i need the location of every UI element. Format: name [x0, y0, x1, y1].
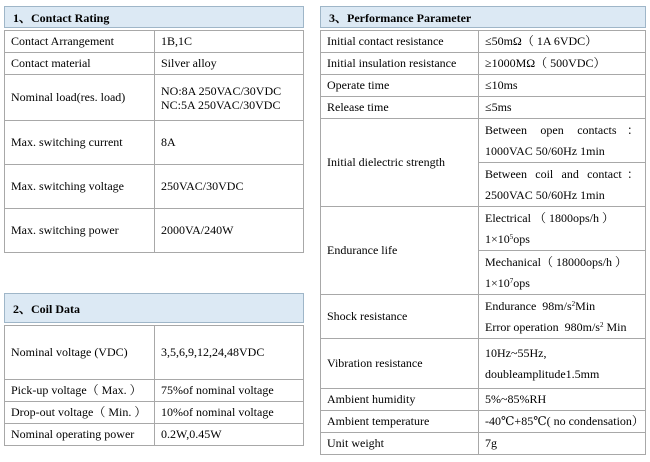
row-label: Initial insulation resistance: [321, 53, 479, 75]
row-value: 2000VA/240W: [155, 209, 304, 253]
row-value: 0.2W,0.45W: [155, 424, 304, 446]
row-label: Drop-out voltage（ Min. ）: [5, 402, 155, 424]
row-value: 8A: [155, 121, 304, 165]
table-row: [321, 119, 646, 163]
dielectric-coil-line1: Between coil and contact：: [485, 167, 639, 181]
row-label: Ambient humidity: [321, 389, 479, 411]
row-label: Initial dielectric strength: [321, 119, 479, 207]
row-value: 7g: [479, 433, 646, 455]
dielectric-open-line1: Between open contacts：: [485, 123, 639, 137]
row-label: Initial contact resistance: [321, 31, 479, 53]
row-label: Shock resistance: [321, 295, 479, 339]
row-value: [479, 119, 646, 163]
endurance-electrical-line1: Electrical （ 1800ops/h ）: [485, 211, 614, 225]
performance-header: [320, 6, 646, 28]
contact-rating-panel: [4, 6, 304, 253]
row-label: Max. switching current: [5, 121, 155, 165]
contact-rating-table: [4, 30, 304, 253]
row-label: Nominal load(res. load): [5, 75, 155, 121]
vibration-line1: 10Hz~55Hz,: [485, 346, 547, 360]
row-label: Release time: [321, 97, 479, 119]
row-label: Endurance life: [321, 207, 479, 295]
row-value: -40℃+85℃( no condensation）: [479, 411, 646, 433]
row-value: 75%of nominal voltage: [155, 380, 304, 402]
table-row: [5, 380, 304, 402]
row-label: Contact material: [5, 53, 155, 75]
table-row: [321, 207, 646, 251]
endurance-mechanical-line1: Mechanical（ 18000ops/h ）: [485, 255, 627, 269]
table-row: [321, 97, 646, 119]
row-label: Ambient temperature: [321, 411, 479, 433]
endurance-electrical-line2: $1\times 10^5ops$: [485, 232, 530, 246]
nominal-load-nc: NC:5A 250VAC/30VDC: [161, 97, 281, 112]
row-value: 3,5,6,9,12,24,48VDC: [155, 326, 304, 380]
vibration-line2: doubleamplitude1.5mm: [485, 367, 600, 381]
row-value: ≤5ms: [479, 97, 646, 119]
row-label: Nominal operating power: [5, 424, 155, 446]
table-row: [321, 411, 646, 433]
table-row: [5, 402, 304, 424]
table-row: [321, 389, 646, 411]
table-row: [5, 121, 304, 165]
contact-rating-title: 1、Contact Rating: [13, 10, 110, 25]
row-value: [479, 251, 646, 295]
table-row: [5, 75, 304, 121]
coil-data-header: [4, 293, 304, 323]
row-value: [479, 339, 646, 389]
row-value: [479, 163, 646, 207]
row-label: Max. switching voltage: [5, 165, 155, 209]
table-row: [321, 339, 646, 389]
performance-panel: [320, 6, 646, 455]
row-value: Silver alloy: [155, 53, 304, 75]
shock-error-line: Error operation $980m/s^2$ Min: [485, 320, 627, 334]
row-value: 250VAC/30VDC: [155, 165, 304, 209]
row-value: 1B,1C: [155, 31, 304, 53]
nominal-load-no: NO:8A 250VAC/30VDC: [161, 83, 282, 98]
row-value: [155, 75, 304, 121]
row-value: ≥1000MΩ（ 500VDC）: [479, 53, 646, 75]
row-value: [479, 295, 646, 339]
table-row: [321, 31, 646, 53]
row-value: [479, 207, 646, 251]
row-value: 5%~85%RH: [479, 389, 646, 411]
row-label: Vibration resistance: [321, 339, 479, 389]
endurance-mechanical-line2: $1\times 10^7ops$: [485, 276, 530, 290]
table-row: [5, 31, 304, 53]
table-row: [5, 165, 304, 209]
row-label: Operate time: [321, 75, 479, 97]
table-row: [5, 53, 304, 75]
dielectric-open-line2: 1000VAC 50/60Hz 1min: [485, 144, 605, 158]
row-label: Pick-up voltage（ Max. ）: [5, 380, 155, 402]
row-label: Nominal voltage (VDC): [5, 326, 155, 380]
table-row: [5, 326, 304, 380]
table-row: [321, 295, 646, 339]
row-value: ≤50mΩ（ 1A 6VDC）: [479, 31, 646, 53]
table-row: [5, 424, 304, 446]
table-row: [321, 53, 646, 75]
coil-data-table: [4, 325, 304, 446]
row-value: 10%of nominal voltage: [155, 402, 304, 424]
coil-data-panel: [4, 293, 304, 446]
table-row: [321, 433, 646, 455]
row-value: ≤10ms: [479, 75, 646, 97]
table-row: [5, 209, 304, 253]
performance-table: [320, 30, 646, 455]
row-label: Max. switching power: [5, 209, 155, 253]
table-row: [321, 75, 646, 97]
shock-endurance-line: Endurance $98m/s^2Min$: [485, 299, 596, 313]
performance-title: 3、Performance Parameter: [329, 10, 472, 25]
coil-data-title: 2、Coil Data: [13, 301, 80, 316]
dielectric-coil-line2: 2500VAC 50/60Hz 1min: [485, 188, 605, 202]
contact-rating-header: [4, 6, 304, 28]
row-label: Contact Arrangement: [5, 31, 155, 53]
row-label: Unit weight: [321, 433, 479, 455]
